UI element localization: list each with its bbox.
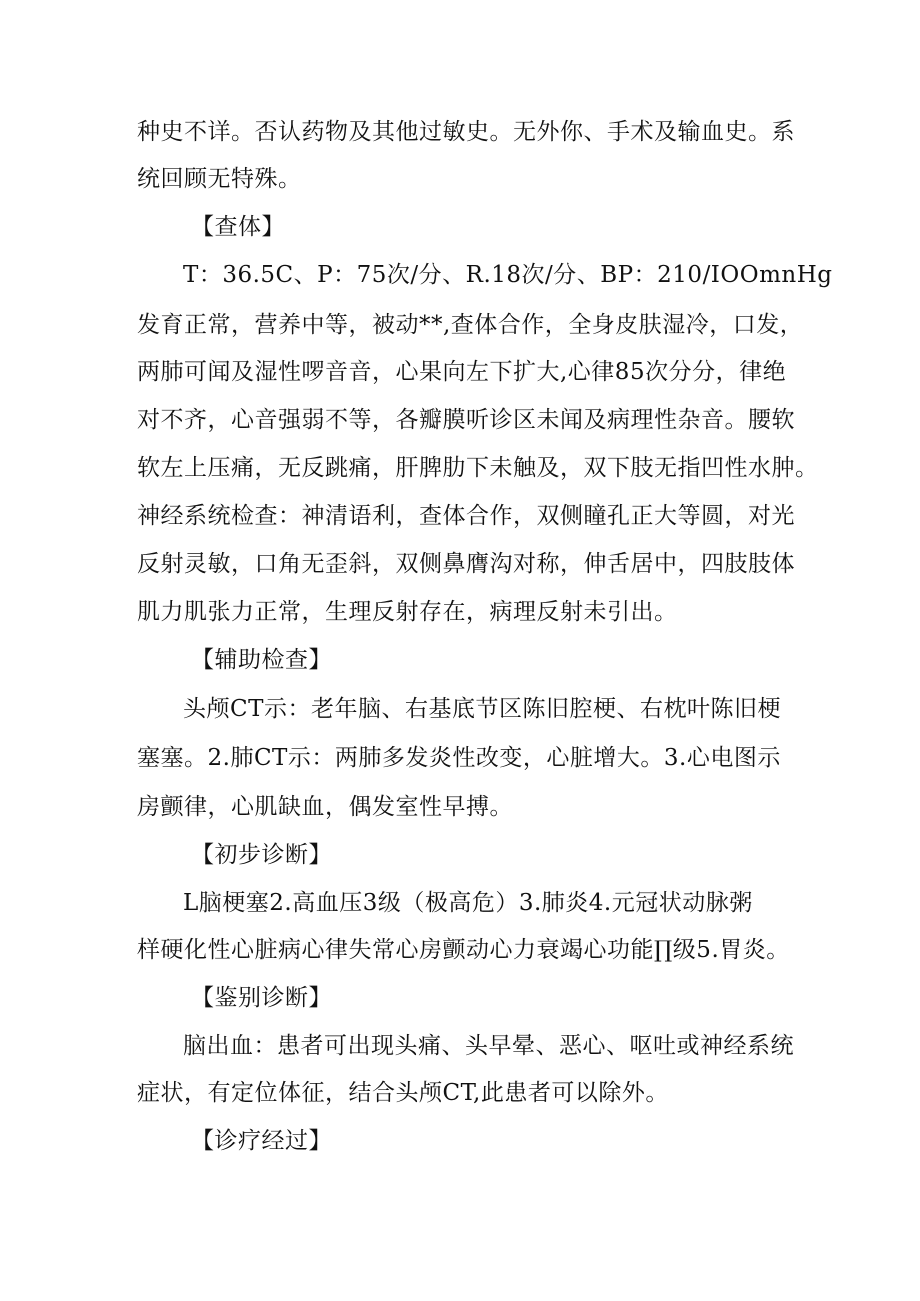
section-heading-initial-diagnosis: 【初步诊断】 <box>191 842 332 868</box>
exam-line-7: 肌力肌张力正常，生理反射存在，病理反射未引出。 <box>137 599 678 625</box>
history-line-2: 统回顾无特殊。 <box>137 166 302 192</box>
exam-line-6: 反射灵敏，口角无歪斜，双侧鼻膺沟对称，伸舌居中，四肢肢体 <box>137 551 795 577</box>
exam-line-4: 软左上压痛，无反跳痛，肝脾肋下未触及，双下肢无指凹性水肿。 <box>137 455 819 481</box>
vital-signs-line: T：36.5C、P：75次/分、R.18次/分、BP：210/IOOmnHg <box>183 262 833 288</box>
exam-line-2: 两肺可闻及湿性啰音音，心果向左下扩大,心律85次分分，律绝 <box>137 359 787 385</box>
exam-line-1: 发育正常，营养中等，被动**,查体合作，全身皮肤湿冷，口发， <box>137 312 804 338</box>
diagnosis-line-1: L脑梗塞2.高血压3级（极高危）3.肺炎4.元冠状动脉粥 <box>183 890 753 916</box>
section-heading-differential-diagnosis: 【鉴别诊断】 <box>191 985 332 1011</box>
differential-line-1: 脑出血：患者可出现头痛、头早晕、恶心、呕吐或神经系统 <box>183 1033 794 1059</box>
auxiliary-line-2: 塞塞。2.肺CT示：两肺多发炎性改变，心脏增大。3.心电图示 <box>137 745 781 771</box>
diagnosis-line-2: 样硬化性心脏病心律失常心房颤动心力衰竭心功能∏级5.胃炎。 <box>137 937 790 963</box>
auxiliary-line-3: 房颤律，心肌缺血，偶发室性早搏。 <box>137 794 513 820</box>
exam-line-5: 神经系统检查：神清语利，查体合作，双侧瞳孔正大等圆，对光 <box>137 503 795 529</box>
history-line-1: 种史不详。否认药物及其他过敏史。无外你、手术及输血史。系 <box>137 119 795 145</box>
section-heading-physical-exam: 【查体】 <box>191 214 285 240</box>
section-heading-auxiliary-exam: 【辅助检查】 <box>191 647 332 673</box>
differential-line-2: 症状，有定位体征，结合头颅CT,此患者可以除外。 <box>137 1080 669 1106</box>
auxiliary-line-1: 头颅CT示：老年脑、右基底节区陈旧腔梗、右枕叶陈旧梗 <box>183 696 781 722</box>
exam-line-3: 对不齐，心音强弱不等，各瓣膜听诊区未闻及病理性杂音。腰软 <box>137 407 795 433</box>
section-heading-treatment-course: 【诊疗经过】 <box>191 1128 332 1154</box>
